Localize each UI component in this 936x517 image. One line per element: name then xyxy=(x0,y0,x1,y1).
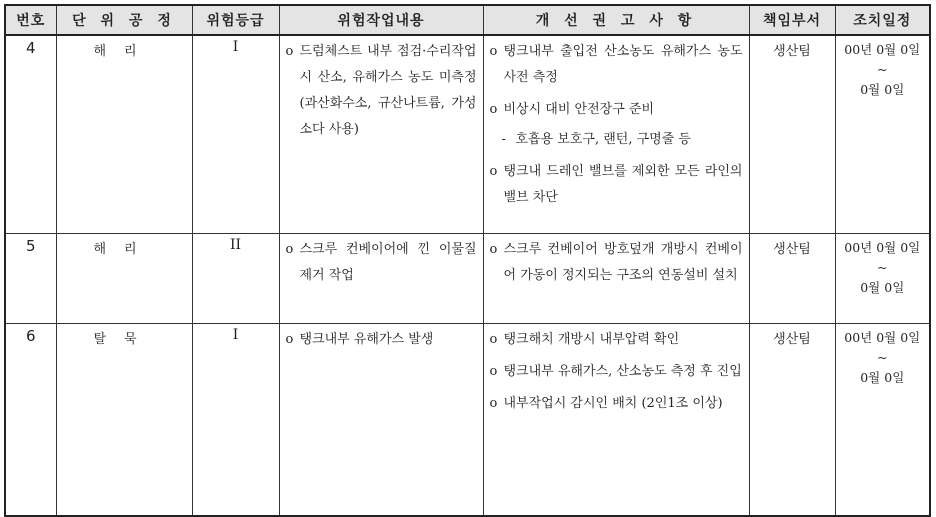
header-schedule: 조치일정 xyxy=(835,5,930,35)
schedule-end: 0월 0일 xyxy=(860,82,905,97)
improvement-list xyxy=(483,35,749,234)
unit-process: 해리 xyxy=(56,234,192,324)
header-row xyxy=(5,5,930,35)
row-number: 4 xyxy=(5,35,56,234)
improvement-item: 탱크내부 출입전 산소농도 유해가스 농도 사전 측정 xyxy=(503,44,743,85)
risk-task xyxy=(279,234,483,324)
bullet: o xyxy=(285,44,294,59)
risk-task xyxy=(279,324,483,517)
improvement-item: 내부작업시 감시인 배치 (2인1조 이상) xyxy=(503,396,723,411)
table-row xyxy=(5,324,930,517)
risk-grade: I xyxy=(192,35,279,234)
header-number: 번호 xyxy=(5,5,56,35)
dash-bullet: - xyxy=(501,132,506,147)
bullet: o xyxy=(489,396,498,411)
improvement-item: 탱크해치 개방시 내부압력 확인 xyxy=(503,332,680,347)
improvement-list xyxy=(483,324,749,517)
schedule-separator: ~ xyxy=(877,260,888,275)
risk-task-text: 탱크내부 유해가스 발생 xyxy=(299,332,434,347)
improvement-item: 비상시 대비 안전장구 준비 xyxy=(503,102,655,117)
bullet: o xyxy=(285,332,294,347)
header-department: 책임부서 xyxy=(749,5,835,35)
unit-process: 해리 xyxy=(56,35,192,234)
bullet: o xyxy=(489,102,498,117)
improvement-list xyxy=(483,234,749,324)
risk-grade: I xyxy=(192,324,279,517)
improvement-item: 탱크내 드레인 밸브를 제외한 모든 라인의 밸브 차단 xyxy=(503,164,743,205)
header-risk-task: 위험작업내용 xyxy=(279,5,483,35)
risk-assessment-table xyxy=(4,4,931,517)
responsible-department: 생산팀 xyxy=(749,234,835,324)
schedule-end: 0월 0일 xyxy=(860,370,905,385)
schedule-end: 0월 0일 xyxy=(860,280,905,295)
risk-task-text: 드럼체스트 내부 점검·수리작업시 산소, 유해가스 농도 미측정 (과산화수소, 규산나트륨, 가성소다 사용) xyxy=(299,44,477,137)
row-number: 6 xyxy=(5,324,56,517)
bullet: o xyxy=(489,332,498,347)
bullet: o xyxy=(489,242,498,257)
table-row xyxy=(5,234,930,324)
schedule-separator: ~ xyxy=(877,62,888,77)
improvement-item: 탱크내부 유해가스, 산소농도 측정 후 진입 xyxy=(503,364,742,379)
header-unit-process: 단 위 공 정 xyxy=(56,5,192,35)
bullet: o xyxy=(489,164,498,179)
action-schedule xyxy=(835,324,930,517)
table-row xyxy=(5,35,930,234)
schedule-start: 00년 0월 0일 xyxy=(844,330,921,345)
schedule-separator: ~ xyxy=(877,350,888,365)
bullet: o xyxy=(489,364,498,379)
risk-task-text: 스크루 컨베이어에 낀 이물질 제거 작업 xyxy=(299,242,477,283)
bullet: o xyxy=(285,242,294,257)
responsible-department: 생산팀 xyxy=(749,35,835,234)
responsible-department: 생산팀 xyxy=(749,324,835,517)
action-schedule xyxy=(835,35,930,234)
schedule-start: 00년 0월 0일 xyxy=(844,42,921,57)
header-risk-grade: 위험등급 xyxy=(192,5,279,35)
schedule-start: 00년 0월 0일 xyxy=(844,240,921,255)
unit-process: 탈묵 xyxy=(56,324,192,517)
bullet: o xyxy=(489,44,498,59)
action-schedule xyxy=(835,234,930,324)
header-improvement: 개 선 권 고 사 항 xyxy=(483,5,749,35)
improvement-subitem: 호흡용 보호구, 랜턴, 구명줄 등 xyxy=(515,132,691,147)
risk-task xyxy=(279,35,483,234)
row-number: 5 xyxy=(5,234,56,324)
risk-grade: II xyxy=(192,234,279,324)
improvement-item: 스크루 컨베이어 방호덮개 개방시 컨베이어 가동이 정지되는 구조의 연동설비 설치 xyxy=(503,242,743,283)
